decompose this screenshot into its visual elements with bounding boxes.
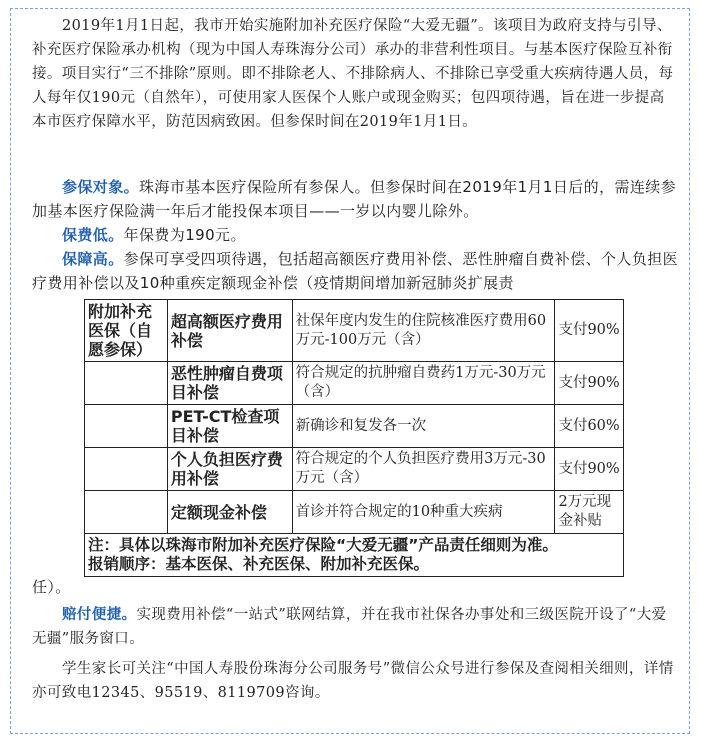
- low-fee-text: 年保费为190元。: [123, 226, 246, 244]
- desc-cell: 符合规定的抗肿瘤自费药1万元-30万元（含）: [292, 362, 555, 405]
- target-text: 珠海市基本医疗保险所有参保人。但参保时间在2019年1月1日后的，需连续参加基本医疗保险满一年后才能投保本项目——一岁以内婴儿除外。: [32, 178, 677, 220]
- benefit-table: [84, 299, 624, 577]
- item-cell: 个人负担医疗费用补偿: [167, 448, 292, 491]
- low-fee-paragraph: [32, 223, 678, 247]
- table-note: 注：具体以珠海市附加补充医疗保险“大爱无疆”产品责任细则为准。: [88, 536, 558, 554]
- empty-cell: [85, 405, 168, 448]
- high-coverage-paragraph: [32, 247, 678, 295]
- claim-heading: 赔付便捷。: [62, 606, 137, 623]
- pay-cell: 支付90%: [555, 448, 624, 491]
- high-coverage-text: 参保可享受四项待遇，包括超高额医疗费用补偿、恶性肿瘤自费补偿、个人负担医疗费用补偿以及10种重疾定额现金补偿（疫情期间增加新冠肺炎扩展责: [32, 250, 679, 292]
- pay-cell: 支付90%: [555, 362, 624, 405]
- item-cell: 定额现金补偿: [167, 491, 292, 534]
- claim-text: 实现费用补偿“一站式”联网结算，并在我市社保各办事处和三级医院开设了“大爱无疆”服务窗口。: [32, 607, 667, 647]
- high-coverage-heading: 保障高。: [62, 250, 124, 268]
- intro-paragraph: 2019年1月1日起，我市开始实施附加补充医疗保险“大爱无疆”。该项目为政府支持与引导、补充医疗保险承办机构（现为中国人寿珠海分公司）承办的非营利性项目。与基本医疗保险互补衔接。项目实行“三不排除”原则。即不排除老人、不排除病人、不排除已享受重大疾病待遇人员，每人每年仅190元（自然年），可使用家人医保个人账户或现金购买；包四项待遇，旨在进一步提高本市医疗保障水平，防范因病致困。但参保时间在2019年1月1日。: [32, 18, 674, 130]
- table-row: [85, 405, 624, 448]
- reimbursement-order: 报销顺序：基本医保、补充医保、附加补充医保。: [88, 555, 430, 573]
- desc-cell: 新确诊和复发各一次: [292, 405, 555, 448]
- claim-paragraph: [32, 603, 678, 651]
- category-cell: 附加补充医保（自愿参保）: [85, 300, 168, 362]
- item-cell: 超高额医疗费用补偿: [167, 300, 292, 362]
- empty-cell: [85, 362, 168, 405]
- target-heading: 参保对象。: [62, 178, 140, 196]
- low-fee-heading: 保费低。: [62, 226, 124, 244]
- table-row: [85, 448, 624, 491]
- table-row: [85, 362, 624, 405]
- table-note-cell: [85, 534, 624, 577]
- table-row: [85, 491, 624, 534]
- table-note-row: [85, 534, 624, 577]
- item-cell: 恶性肿瘤自费项目补偿: [167, 362, 292, 405]
- contact-paragraph: 学生家长可关注“中国人寿股份珠海分公司服务号”微信公众号进行参保及查阅相关细则，详情亦可致电12345、95519、8119709咨询。: [32, 661, 674, 701]
- empty-cell: [85, 491, 168, 534]
- target-paragraph: [32, 175, 678, 223]
- desc-cell: 首诊并符合规定的10种重大疾病: [292, 491, 555, 534]
- table-row: [85, 300, 624, 362]
- desc-cell: 符合规定的个人负担医疗费用3万元-30万元（含）: [292, 448, 555, 491]
- pay-cell: 支付60%: [555, 405, 624, 448]
- pay-cell: 2万元现金补贴: [555, 491, 624, 534]
- desc-cell: 社保年度内发生的住院核准医疗费用60万元-100万元（含）: [292, 300, 555, 362]
- item-cell: PET-CT检查项目补偿: [167, 405, 292, 448]
- pay-cell: 支付90%: [555, 300, 624, 362]
- empty-cell: [85, 448, 168, 491]
- high-coverage-tail: 任）。: [32, 578, 71, 596]
